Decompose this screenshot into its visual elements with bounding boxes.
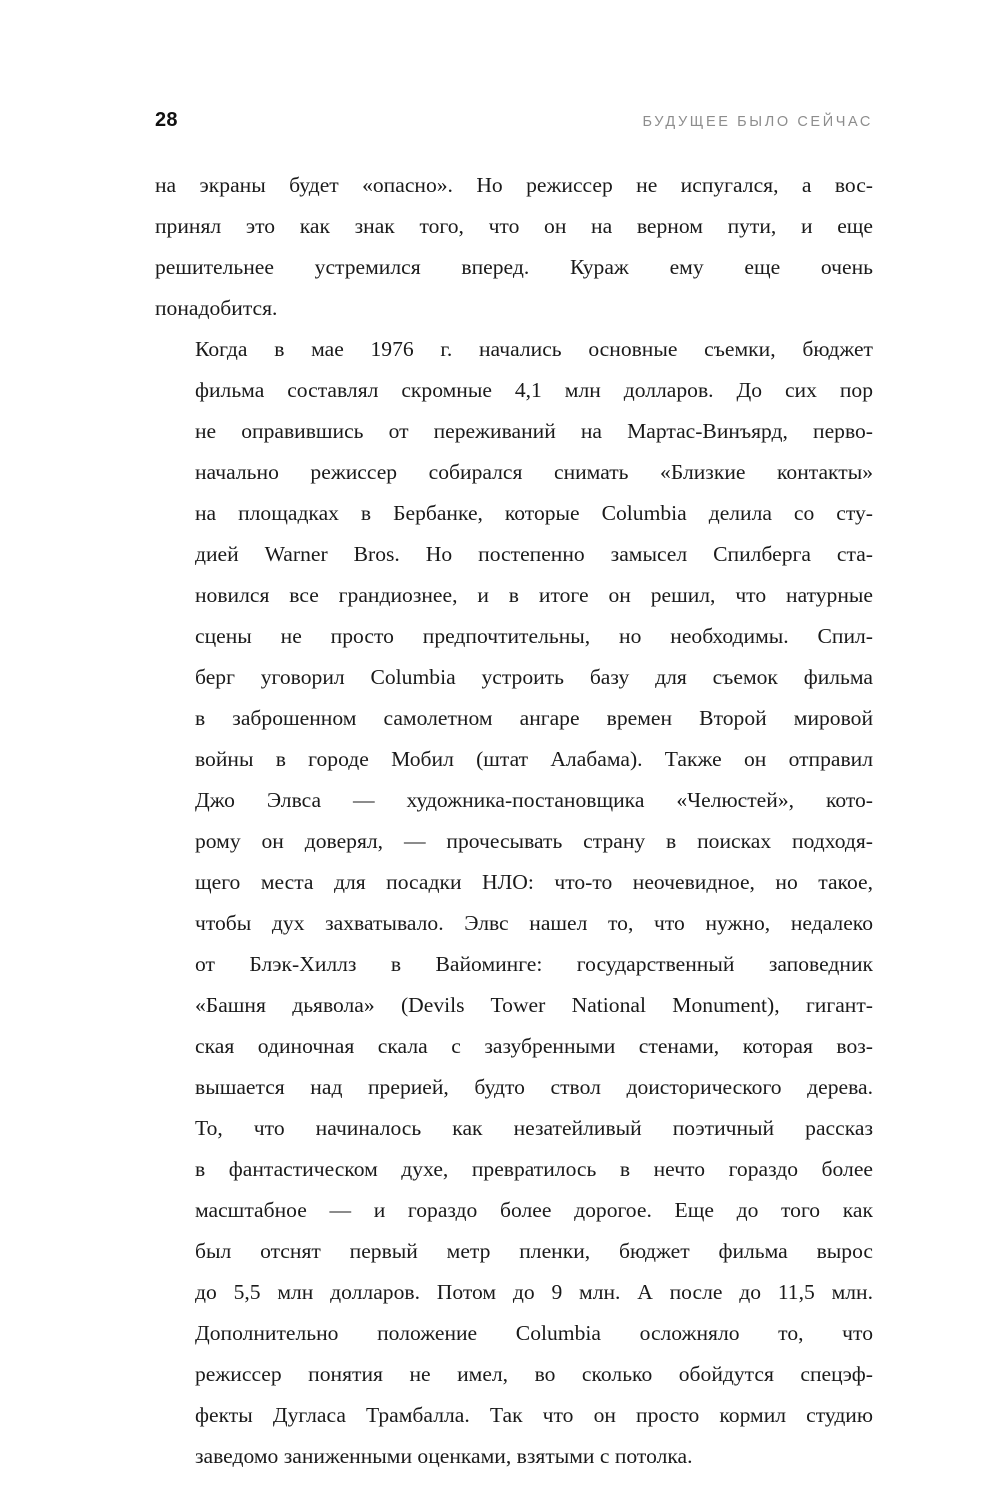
- text-line: новился все грандиознее, и в итоге он решил, что натурные: [195, 583, 873, 607]
- text-line: войны в городе Мобил (штат Алабама). Также он отправил: [195, 747, 873, 771]
- text-line: решительнее устремился вперед. Кураж ему еще очень: [155, 255, 873, 279]
- running-title: БУДУЩЕЕ БЫЛО СЕЙЧАС: [642, 114, 873, 130]
- text-line: Когда в мае 1976 г. начались основные съемки, бюджет: [195, 337, 873, 361]
- text-line: понадобится.: [155, 296, 278, 320]
- running-header: [155, 108, 873, 132]
- paragraph-production-budget: [155, 329, 873, 1477]
- text-line: на площадках в Бербанке, которые Columbia делила со сту-: [195, 501, 873, 525]
- text-line: фильма составлял скромные 4,1 млн долларов. До сих пор: [195, 378, 873, 402]
- text-line: То, что начиналось как незатейливый поэтичный рассказ: [195, 1116, 873, 1140]
- text-line: берг уговорил Columbia устроить базу для съемок фильма: [195, 665, 873, 689]
- text-line: в фантастическом духе, превратилось в нечто гораздо более: [195, 1157, 873, 1181]
- text-line: заведомо заниженными оценками, взятыми с потолка.: [195, 1444, 693, 1468]
- text-line: от Блэк-Хиллз в Вайоминге: государственный заповедник: [195, 952, 873, 976]
- paragraph-continuation: [155, 165, 873, 329]
- text-line: в заброшенном самолетном ангаре времен Второй мировой: [195, 706, 873, 730]
- text-line: ская одиночная скала с зазубренными стенами, которая воз-: [195, 1034, 873, 1058]
- text-line: фекты Дугласа Трамбалла. Так что он просто кормил студию: [195, 1403, 873, 1427]
- text-line: начально режиссер собирался снимать «Близкие контакты»: [195, 460, 873, 484]
- text-line: до 5,5 млн долларов. Потом до 9 млн. А после до 11,5 млн.: [195, 1280, 873, 1304]
- text-line: на экраны будет «опасно». Но режиссер не испугался, а вос-: [155, 173, 873, 197]
- text-line: не оправившись от переживаний на Мартас-Винъярд, перво-: [195, 419, 873, 443]
- text-line: рому он доверял, — прочесывать страну в поисках подходя-: [195, 829, 873, 853]
- text-line: Джо Элвса — художника-постановщика «Челюстей», кото-: [195, 788, 873, 812]
- text-line: чтобы дух захватывало. Элвс нашел то, что нужно, недалеко: [195, 911, 873, 935]
- text-line: щего места для посадки НЛО: что-то неочевидное, но такое,: [195, 870, 873, 894]
- body-text-block: [155, 165, 873, 1477]
- text-line: режиссер понятия не имел, во сколько обойдутся спецэф-: [195, 1362, 873, 1386]
- text-line: вышается над прерией, будто ствол доисторического дерева.: [195, 1075, 873, 1099]
- page-number: 28: [155, 109, 178, 131]
- text-line: был отснят первый метр пленки, бюджет фильма вырос: [195, 1239, 873, 1263]
- text-line: сцены не просто предпочтительны, но необходимы. Спил-: [195, 624, 873, 648]
- text-line: «Башня дьявола» (Devils Tower National Monument), гигант-: [195, 993, 873, 1017]
- text-line: дией Warner Bros. Но постепенно замысел Спилберга ста-: [195, 542, 873, 566]
- text-line: масштабное — и гораздо более дорогое. Еще до того как: [195, 1198, 873, 1222]
- text-line: Дополнительно положение Columbia осложняло то, что: [195, 1321, 873, 1345]
- text-line: принял это как знак того, что он на верном пути, и еще: [155, 214, 873, 238]
